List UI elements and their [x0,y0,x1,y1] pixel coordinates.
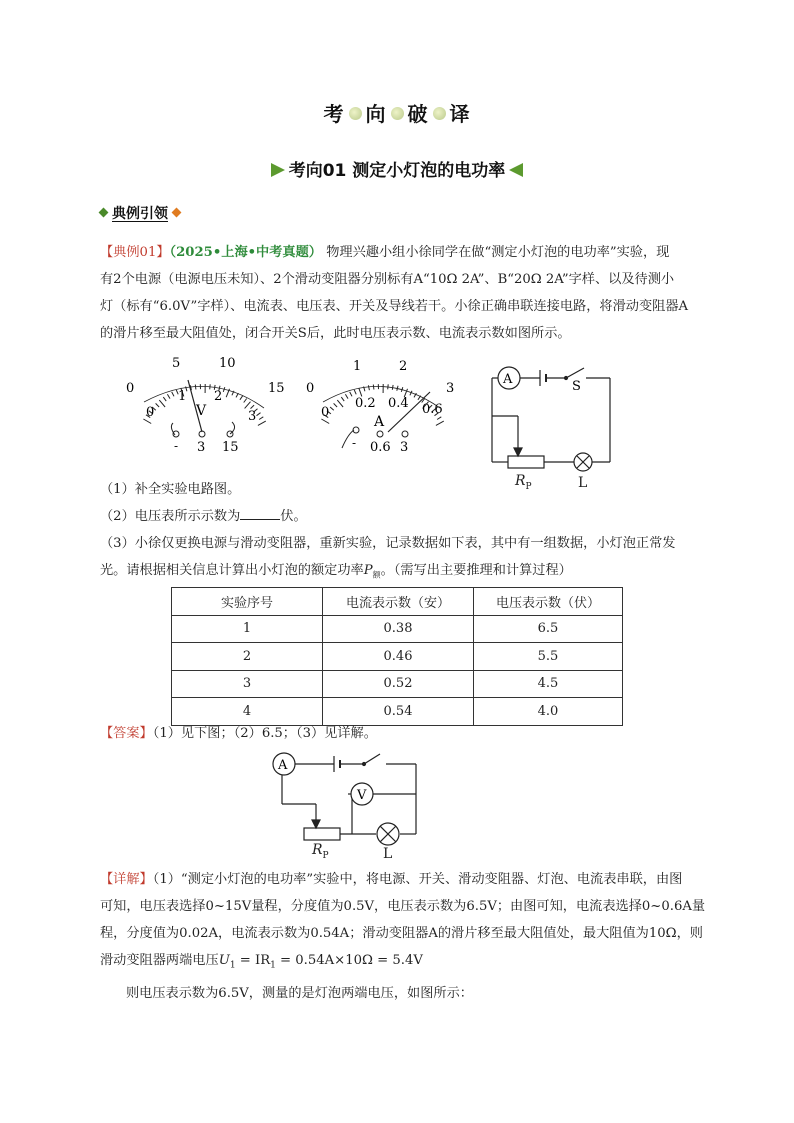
table-cell: 0.46 [323,643,474,671]
ammeter-top-tick-1: 1 [353,359,362,374]
voltmeter-bottom-tick-1: 1 [178,389,187,404]
detail-line-4: 滑动变阻器两端电压$U_1 = IR_1 = 0.54A\times 10\Omega = 5.4V$ [100,953,423,971]
ammeter-top-tick-3: 3 [446,381,455,396]
voltmeter-top-tick-0: 0 [126,381,135,396]
voltmeter-bottom-tick-3: 3 [248,409,257,424]
dial-tick [195,385,196,390]
table-cell: 0.52 [323,670,474,698]
dial-tick [350,392,352,396]
table-row [172,643,623,671]
section-heading-text: 典例引领 [112,206,168,222]
diamond-green-icon [99,207,109,217]
dial-tick [345,394,348,398]
table-cell: 0.54 [323,698,474,726]
answer-voltmeter [351,783,373,805]
table-cell: 0.38 [323,615,474,643]
voltmeter-bottom-tick-0: 0 [146,405,155,420]
dial-tick [240,396,243,400]
section-subtitle [0,156,794,181]
voltmeter-terminal-minus: - [174,439,179,453]
section-heading [100,203,180,223]
triangle-left-icon [509,163,523,177]
svg-text:V: V [357,788,367,803]
table-cell: 4.5 [474,670,623,698]
detail-line-3: 程，分度值为0.02A，电流表示数为0.54A；滑动变阻器A的滑片移至最大阻值处，最大阻值为10Ω，则 [100,926,703,941]
ammeter-dial [306,359,454,455]
answer-text: （1）见下图；（2）6.5；（3）见详解。 [152,726,377,741]
voltmeter-dial [126,356,285,455]
table-cell: 4.0 [474,698,623,726]
dial-tick [392,385,393,390]
dial-tick [397,386,398,391]
ammeter-unit: A [374,414,385,430]
voltmeter-top-tick-10: 10 [219,356,236,371]
dial-tick [159,400,165,407]
table-cell: 3 [172,670,323,698]
svg-text:A: A [278,758,288,773]
example-tag: 【典例01】 [100,245,170,260]
question-line-3: 灯（标有“6.0V”字样）、电流表、电压表、开关及导线若干。小徐正确串联连接电路，将滑动变阻器A [100,299,689,314]
dial-tick [167,394,170,398]
table-row [172,615,623,643]
circuit-lamp [574,453,592,471]
data-table [171,587,623,726]
ammeter-bottom-tick-06: 0.6 [422,402,443,417]
dial-tick [245,402,251,409]
diamond-orange-icon [172,207,182,217]
dial-tick [156,403,160,407]
table-cell: 6.5 [474,615,623,643]
question-line-1: 【典例01】（2025•上海•中考真题） 物理兴趣小组小徐同学在做“测定小灯泡的电功率”实验，现 [100,245,670,260]
dial-tick [437,417,441,420]
title-dot-icon [349,107,362,120]
question-line-4: 的滑片移至最大阻值处，闭合开关S后，此时电压表示数、电流表示数如图所示。 [100,326,571,341]
question-1: （1）补全实验电路图。 [100,482,241,497]
answer-line [100,720,715,747]
voltmeter-top-tick-5: 5 [172,356,181,371]
question-source: （2025•上海•中考真题） [169,245,322,260]
circuit-switch-label: S [572,379,581,394]
voltmeter-bottom-tick-2: 2 [214,389,223,404]
detail-text [100,866,715,1007]
table-cell: 2 [172,643,323,671]
ammeter-terminal-minus: - [352,436,357,450]
title-char-2: 向 [365,102,387,126]
ammeter-top-tick-2: 2 [399,359,408,374]
question-3-line-2: 光。请根据相关信息计算出小灯泡的额定功率$P_额$。（需写出主要推理和计算过程） [100,563,572,580]
ammeter-terminal-3: 3 [400,440,409,455]
title-char-3: 破 [407,102,429,126]
table-cell: 4 [172,698,323,726]
answer-blank[interactable] [240,505,280,520]
voltmeter-terminal-15: 15 [222,440,239,455]
ammeter-bottom-tick-02: 0.2 [355,396,376,411]
table-header: 电压表示数（伏） [474,588,623,616]
table-cell: 1 [172,615,323,643]
dial-tick [388,384,389,389]
table-header: 电流表示数（安） [323,588,474,616]
table-row [172,670,623,698]
ammeter-bottom-tick-0: 0 [321,405,330,420]
triangle-right-icon [271,163,285,177]
dial-tick [210,384,211,389]
voltmeter-terminal-3: 3 [197,440,206,455]
detail-line-5: 则电压表示数为6.5V，测量的是灯泡两端电压，如图所示： [126,985,473,1001]
sub-questions [100,476,715,589]
dial-tick [373,385,374,390]
title-dot-icon [391,107,404,120]
answer-lamp [377,823,399,845]
dial-tick [334,403,338,407]
answer-ammeter [273,753,295,775]
dial-tick [354,390,356,395]
detail-tag: 【详解】 [100,872,153,887]
answer-circuit [268,748,428,868]
title-char-4: 译 [449,102,471,126]
answer-lamp-label: L [383,846,393,862]
dial-tick [172,392,174,396]
detail-line-2: 可知，电压表选择0~15V量程，分度值为0.5V，电压表示数为6.5V；由图可知，电流表选择0~0.6A量 [100,899,706,914]
ammeter-bottom-tick-04: 0.4 [388,396,409,411]
svg-text:A: A [503,372,513,387]
dial-tick [337,400,343,407]
subtitle-text: 考向01 测定小灯泡的电功率 [288,161,506,181]
question-3-line-1: （3）小徐仅更换电源与滑动变阻器，重新实验，记录数据如下表，其中有一组数据，小灯泡正常发 [100,536,676,551]
answer-rheostat-label: $R_P$ [312,842,329,861]
meters-figure [118,350,648,475]
question-line-2: 有2个电源（电源电压未知）、2个滑动变阻器分别标有A“10Ω 2A”、B“20Ω 2A”字样、以及待测小 [100,272,675,287]
dial-tick [259,417,263,420]
dial-tick [436,421,444,425]
lamp-label: L [578,475,588,491]
answer-tag: 【答案】 [100,726,153,741]
dial-tick [257,413,261,416]
voltmeter-top-tick-15: 15 [268,381,285,396]
table-header: 实验序号 [172,588,323,616]
dial-tick [258,421,266,425]
question-text [100,239,715,347]
ammeter-terminal-06: 0.6 [370,440,391,455]
dial-tick [236,393,238,397]
dial-tick [330,407,334,410]
table-cell: 5.5 [474,643,623,671]
detail-line-1: 【详解】（1）“测定小灯泡的电功率”实验中，将电源、开关、滑动变阻器、灯泡、电流表串联，由图 [100,872,683,887]
dial-tick [341,397,344,401]
title-char-1: 考 [323,102,345,126]
ammeter-top-tick-0: 0 [306,381,315,396]
page-title [0,98,794,127]
circuit-ammeter [498,367,520,389]
dial-tick [368,385,369,390]
dial-tick [244,399,247,403]
table-header-row [172,588,623,616]
dial-tick [163,397,166,401]
voltmeter-unit: V [196,403,207,419]
rheostat-label: $R_P$ [515,473,532,492]
question-2: （2）电压表所示示数为 伏。 [100,503,715,530]
title-dot-icon [433,107,446,120]
